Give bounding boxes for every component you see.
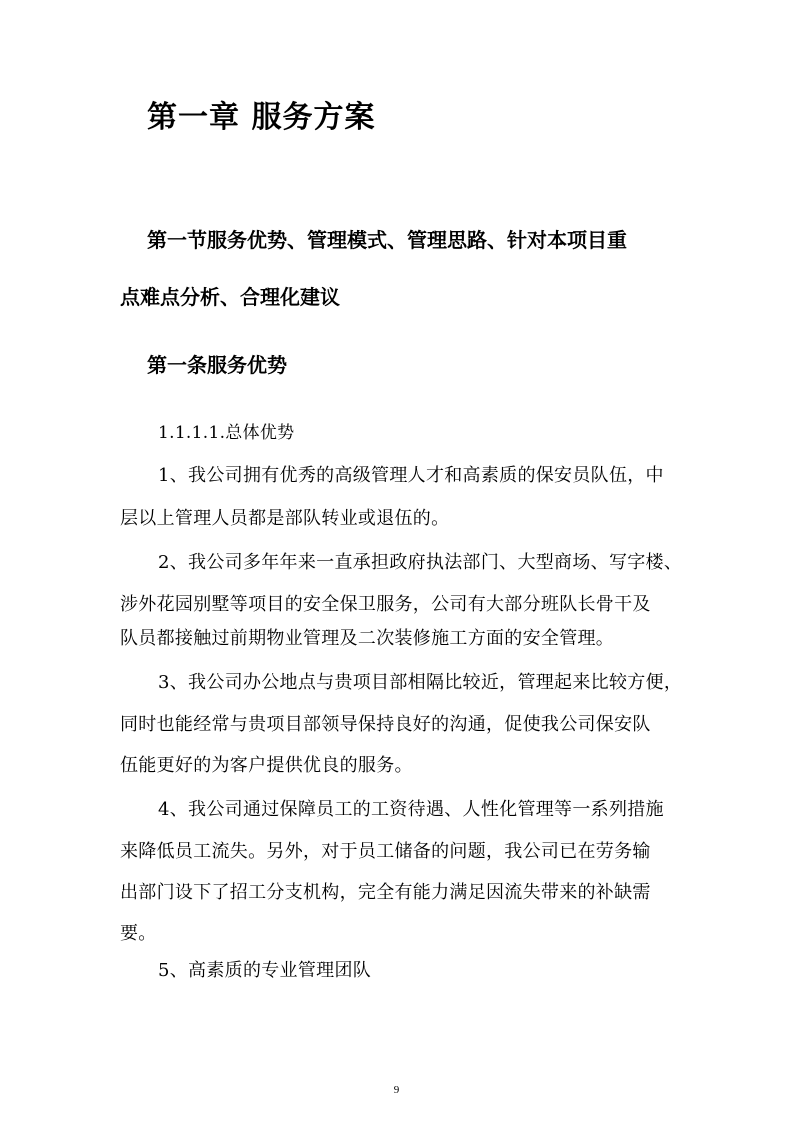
paragraph-2-line-3: 队员都接触过前期物业管理及二次装修施工方面的安全管理。 (120, 628, 615, 649)
paragraph-3-line-3: 伍能更好的为客户提供优良的服务。 (120, 755, 413, 776)
paragraph-3-line-2: 同时也能经常与贵项目部领导保持良好的沟通，促使我公司保安队 (120, 714, 651, 735)
paragraph-4-line-1: 4、我公司通过保障员工的工资待遇、人性化管理等一系列措施 (158, 799, 664, 820)
paragraph-1-line-1: 1、我公司拥有优秀的高级管理人才和高素质的保安员队伍，中 (158, 465, 664, 486)
paragraph-4-line-2: 来降低员工流失。另外，对于员工储备的问题，我公司已在劳务输 (120, 841, 651, 862)
paragraph-2-line-2: 涉外花园别墅等项目的安全保卫服务，公司有大部分班队长骨干及 (120, 594, 651, 615)
chapter-title: 第一章 服务方案 (147, 100, 376, 135)
paragraph-2-line-1: 2、我公司多年年来一直承担政府执法部门、大型商场、写字楼、 (158, 552, 683, 573)
paragraph-3-line-1: 3、我公司办公地点与贵项目部相隔比较近，管理起来比较方便， (158, 672, 683, 693)
section-title-line-2: 点难点分析、合理化建议 (120, 285, 340, 309)
paragraph-4-line-3: 出部门设下了招工分支机构，完全有能力满足因流失带来的补缺需 (120, 882, 651, 903)
article-title: 第一条服务优势 (147, 353, 287, 377)
page-number: 9 (393, 1084, 400, 1096)
section-title-line-1: 第一节服务优势、管理模式、管理思路、针对本项目重 (147, 228, 627, 252)
paragraph-4-line-4: 要。 (120, 923, 157, 944)
subsection-title: 1.1.1.1.总体优势 (158, 423, 295, 443)
paragraph-5-line-1: 5、高素质的专业管理团队 (158, 960, 372, 981)
paragraph-1-line-2: 层以上管理人员都是部队转业或退伍的。 (120, 508, 450, 529)
